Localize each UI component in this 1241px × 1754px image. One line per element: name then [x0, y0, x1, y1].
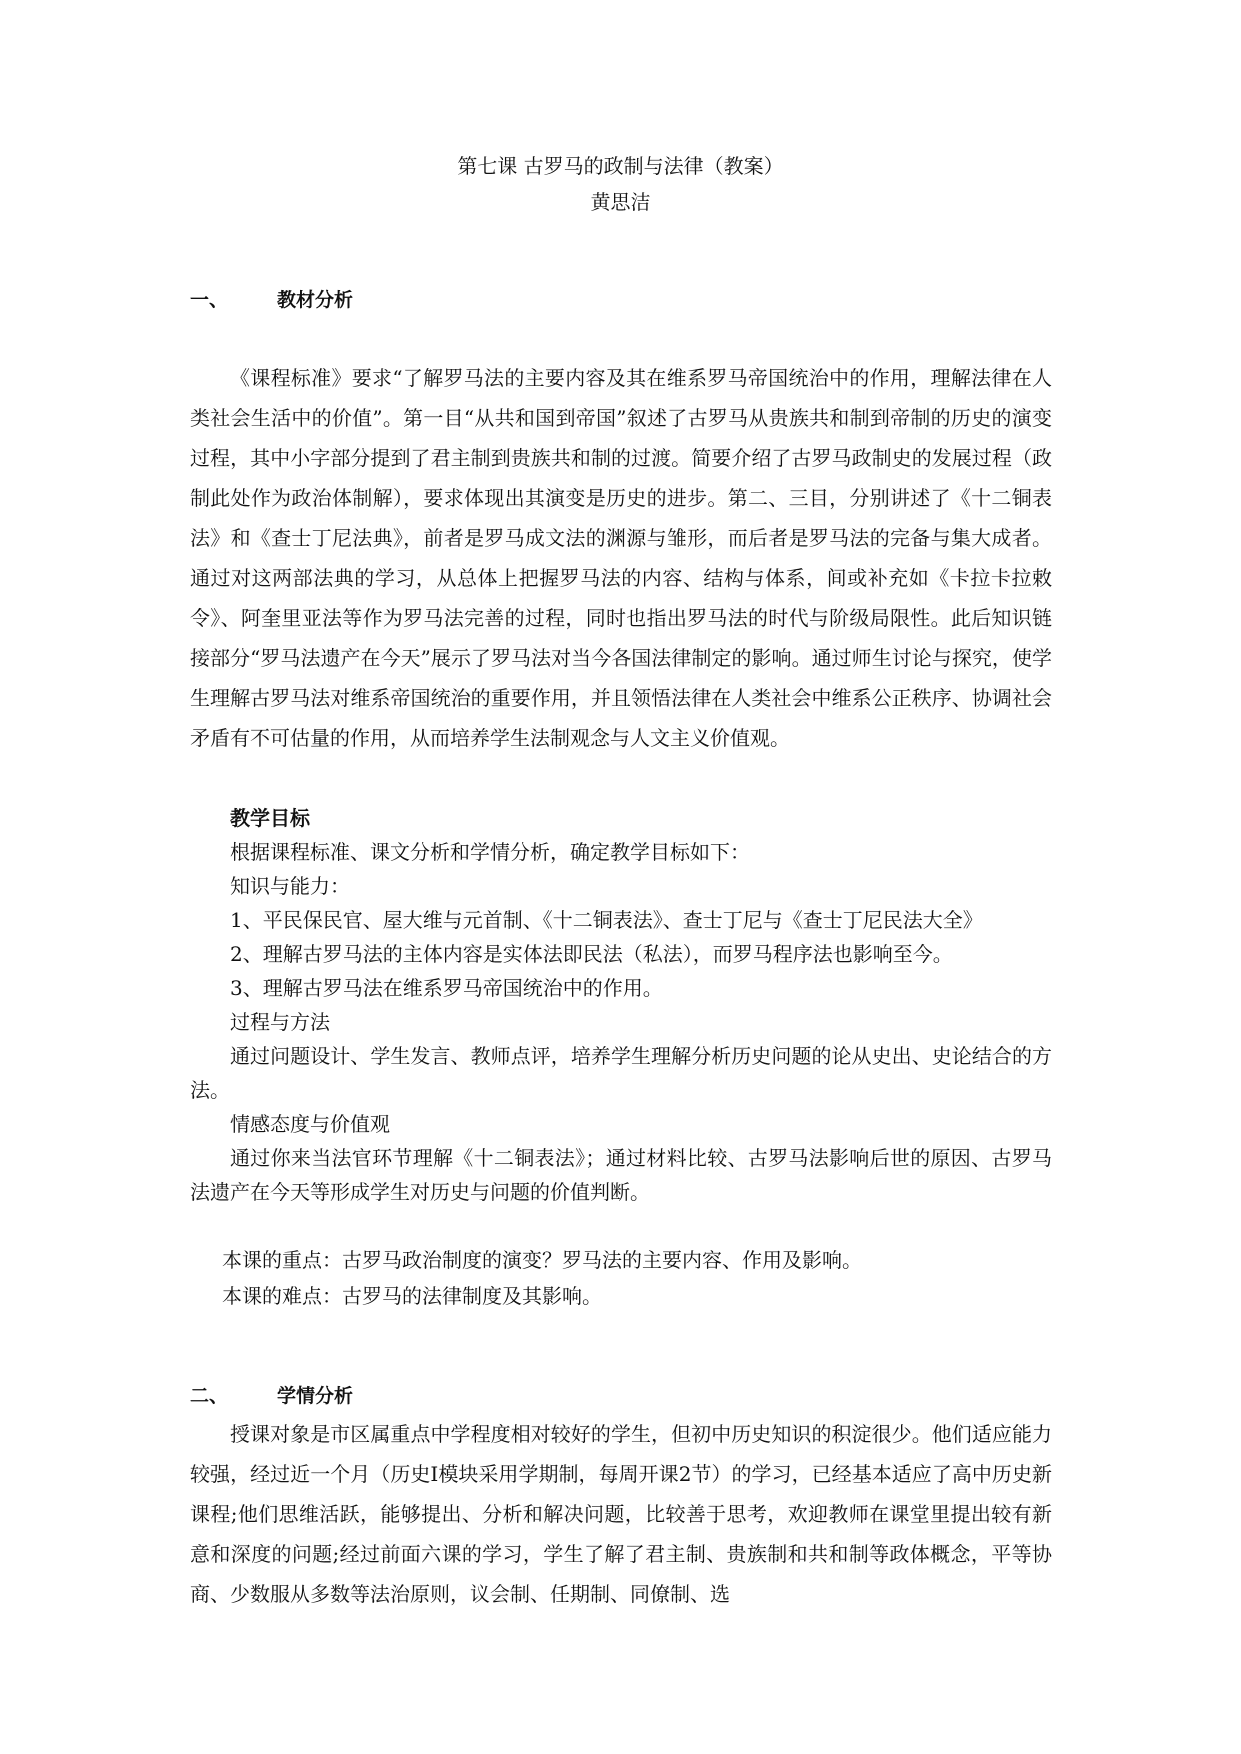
section-number: 二、: [190, 1385, 229, 1407]
lesson-key-point: 本课的重点：古罗马政治制度的演变？罗马法的主要内容、作用及影响。: [222, 1248, 862, 1272]
teaching-goals-heading: 教学目标: [230, 806, 310, 830]
section-title: 教材分析: [277, 289, 354, 311]
section-title: 学情分析: [277, 1385, 354, 1407]
goal-item-3: 3、理解古罗马法在维系罗马帝国统治中的作用。: [230, 976, 663, 1000]
knowledge-ability-label: 知识与能力：: [230, 874, 350, 898]
process-method-text: 通过问题设计、学生发言、教师点评，培养学生理解分析历史问题的论从史出、史论结合的方法。: [190, 1044, 1052, 1102]
section-heading-textbook-analysis: [190, 284, 353, 316]
goal-item-2: 2、理解古罗马法的主体内容是实体法即民法（私法），而罗马程序法也影响至今。: [230, 942, 953, 966]
document-author: 黄思洁: [590, 190, 651, 214]
teaching-goals-intro: 根据课程标准、课文分析和学情分析，确定教学目标如下：: [230, 840, 750, 864]
textbook-analysis-paragraph: 《课程标准》要求“了解罗马法的主要内容及其在维系罗马帝国统治中的作用，理解法律在人类社会生活中的价值”。第一目“从共和国到帝国”叙述了古罗马从贵族共和制到帝制的历史的演变过程，其中小字部分提到了君主制到贵族共和制的过渡。简要介绍了古罗马政制史的发展过程（政制此处作为政治体制解），要求体现出其演变是历史的进步。第二、三目，分别讲述了《十二铜表法》和《查士丁尼法典》，前者是罗马成文法的渊源与雏形，而后者是罗马法的完备与集大成者。通过对这两部法典的学习，从总体上把握罗马法的内容、结构与体系，间或补充如《卡拉卡拉敕令》、阿奎里亚法等作为罗马法完善的过程，同时也指出罗马法的时代与阶级局限性。此后知识链接部分“罗马法遗产在今天”展示了罗马法对当今各国法律制定的影响。通过师生讨论与探究，使学生理解古罗马法对维系帝国统治的重要作用，并且领悟法律在人类社会中维系公正秩序、协调社会矛盾有不可估量的作用，从而培养学生法制观念与人文主义价值观。: [190, 366, 1052, 750]
section-heading-student-analysis: [190, 1380, 353, 1412]
student-analysis-paragraph: 授课对象是市区属重点中学程度相对较好的学生，但初中历史知识的积淀很少。他们适应能力较强，经过近一个月（历史Ⅰ模块采用学期制，每周开课2节）的学习，已经基本适应了高中历史新课程;他们思维活跃，能够提出、分析和解决问题，比较善于思考，欢迎教师在课堂里提出较有新意和深度的问题;经过前面六课的学习，学生了解了君主制、贵族制和共和制等政体概念，平等协商、少数服从多数等法治原则，议会制、任期制、同僚制、选: [190, 1422, 1052, 1606]
emotion-values-text: 通过你来当法官环节理解《十二铜表法》；通过材料比较、古罗马法影响后世的原因、古罗马法遗产在今天等形成学生对历史与问题的价值判断。: [190, 1146, 1052, 1204]
goal-item-1: 1、平民保民官、屋大维与元首制、《十二铜表法》、查士丁尼与《查士丁尼民法大全》: [230, 908, 983, 932]
section-number: 一、: [190, 289, 229, 311]
process-method-label: 过程与方法: [230, 1010, 330, 1034]
document-title: 第七课 古罗马的政制与法律（教案）: [457, 154, 784, 178]
lesson-difficult-point: 本课的难点：古罗马的法律制度及其影响。: [222, 1284, 602, 1308]
emotion-values-label: 情感态度与价值观: [230, 1112, 390, 1136]
